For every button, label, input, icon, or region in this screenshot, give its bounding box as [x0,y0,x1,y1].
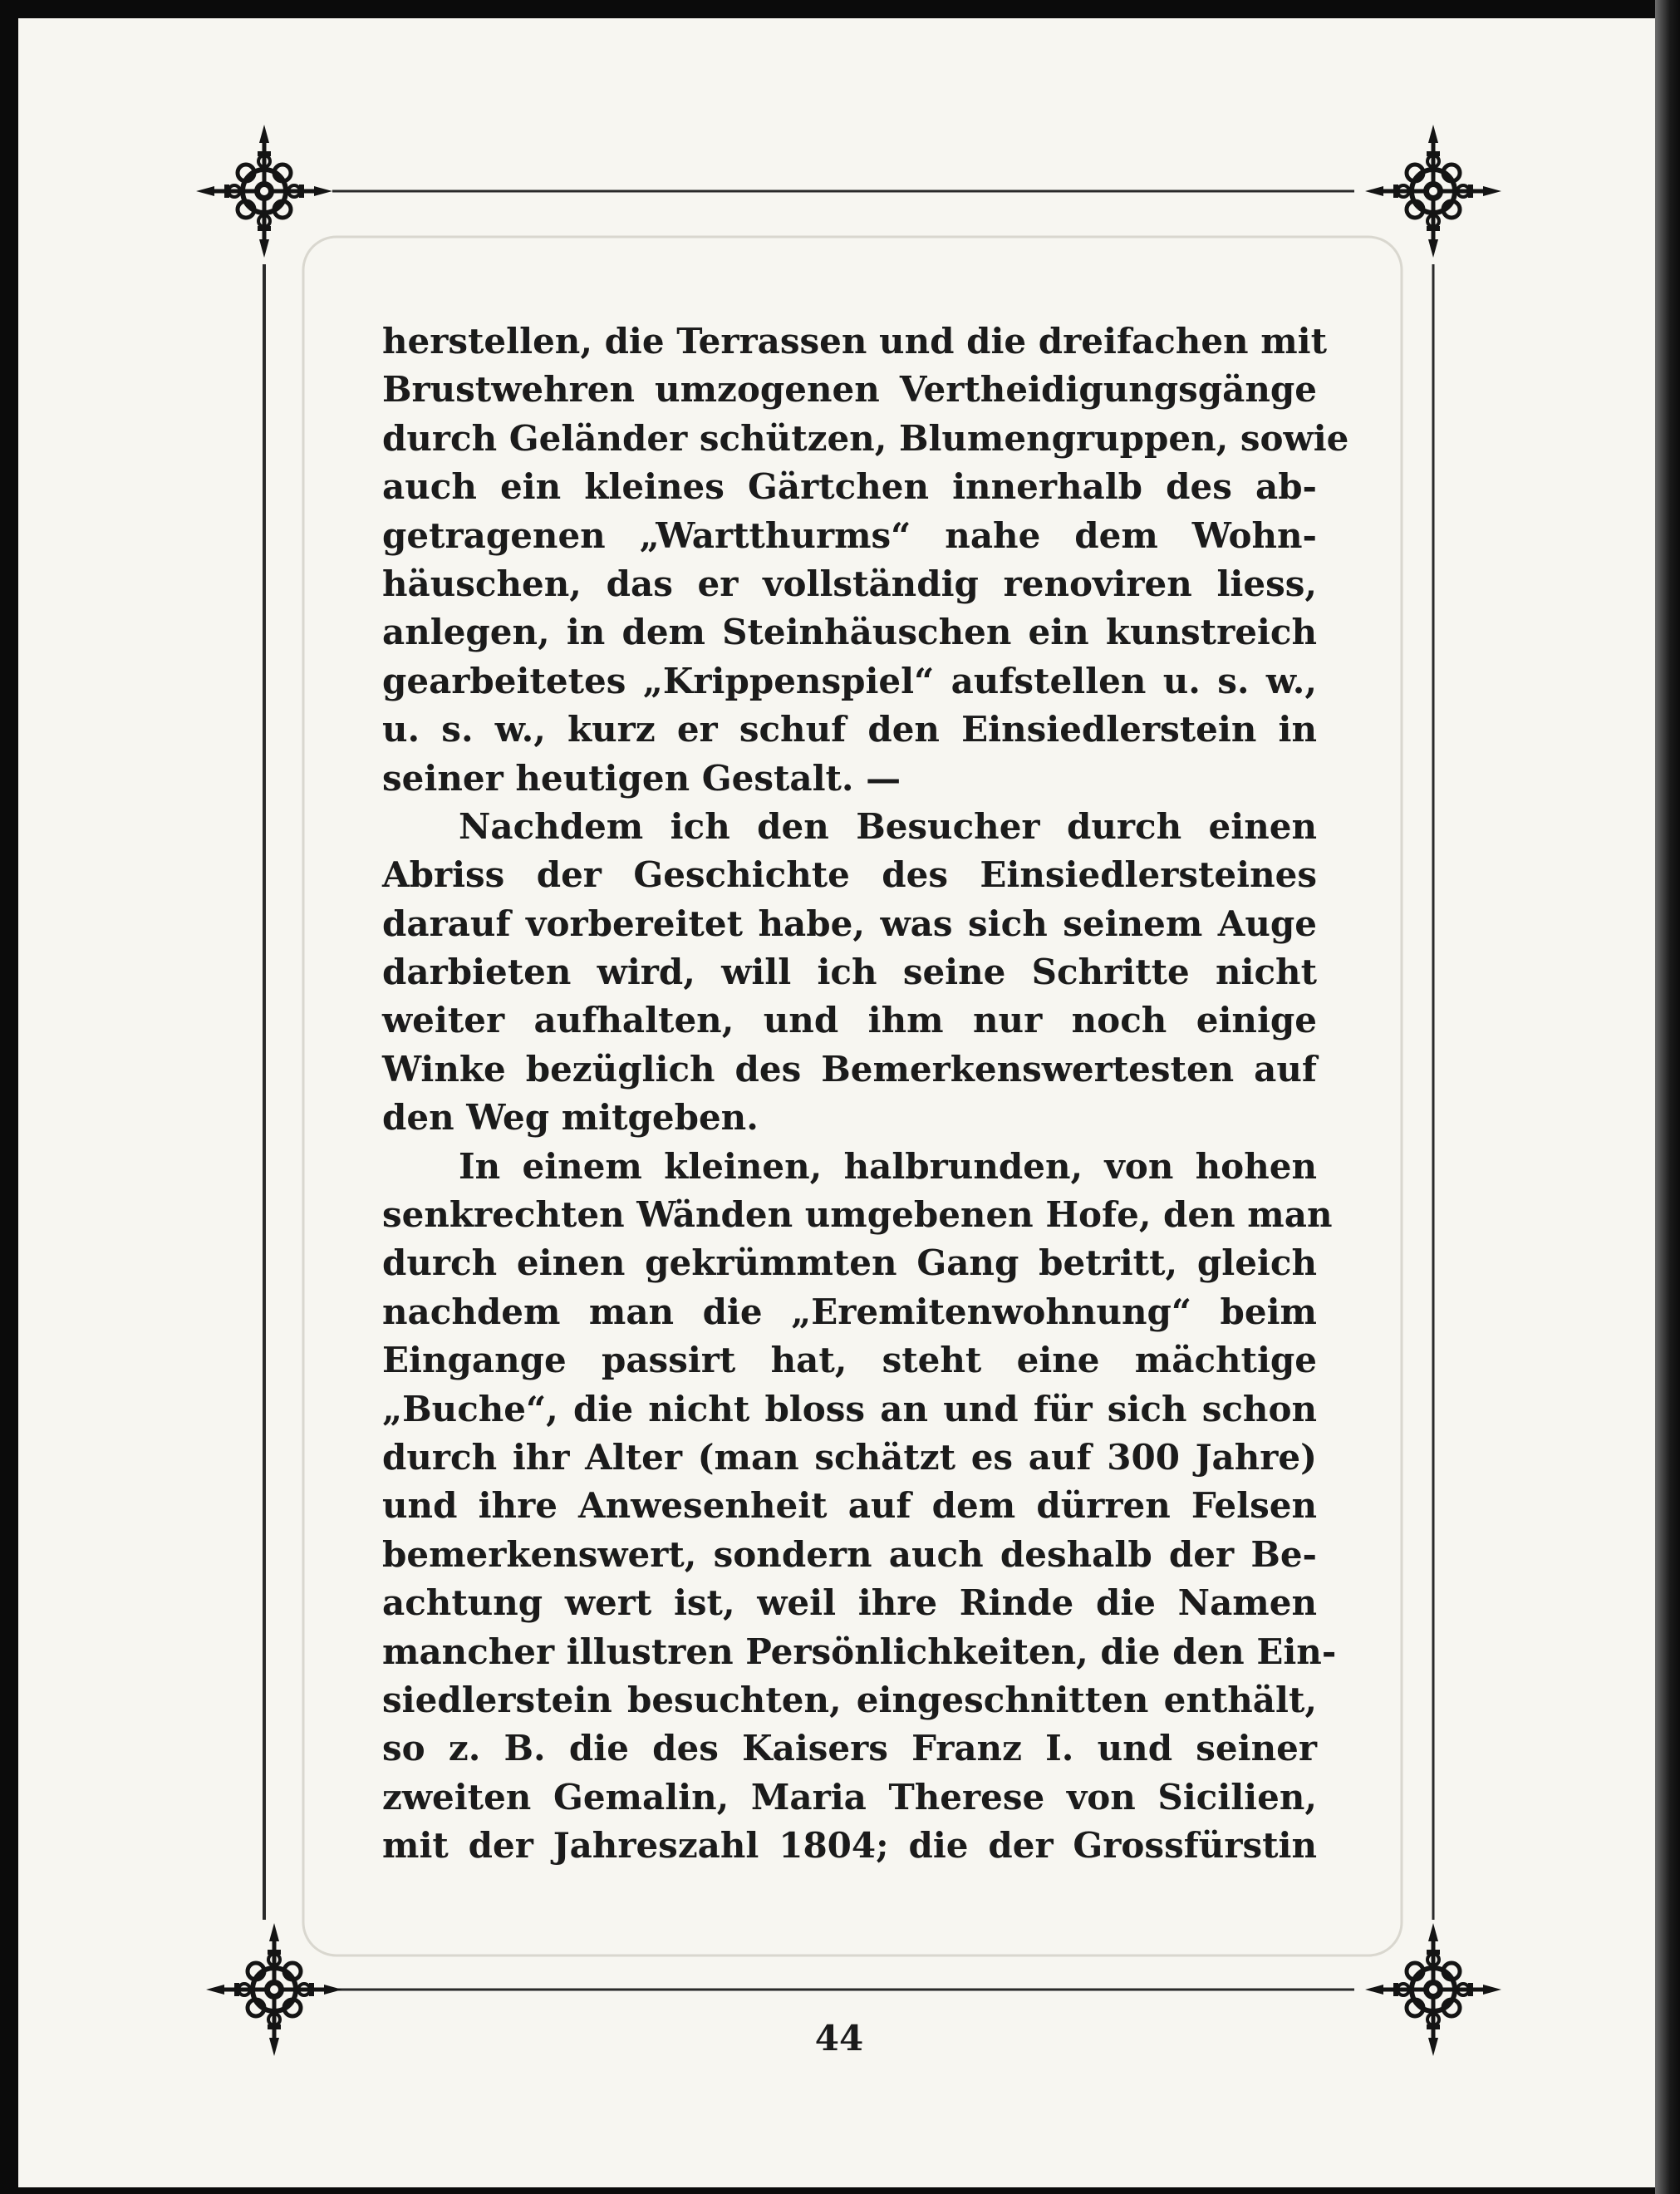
page-number: 44 [814,2018,864,2059]
text-line: anlegen, in dem Steinhäuschen ein kunstreich [382,612,1317,653]
text-line: durch ihr Alter (man schätzt es auf 300 Jahre) [382,1436,1317,1478]
text-line: „Buche“, die nicht bloss an und für sich schon [382,1388,1317,1429]
text-line: zweiten Gemalin, Maria Therese von Sicilien, [382,1776,1317,1818]
corner-ornament-icon [1365,125,1501,258]
text-line: Nachdem ich den Besucher durch einen [459,805,1317,847]
text-line: Brustwehren umzogenen Vertheidigungsgänge [382,369,1317,411]
text-line: gearbeitetes „Krippenspiel“ aufstellen u. s. w., [382,660,1317,701]
text-line: durch einen gekrümmten Gang betritt, gleich [382,1242,1317,1284]
text-line: In einem kleinen, halbrunden, von hohen [459,1145,1317,1187]
text-line: senkrechten Wänden umgebenen Hofe, den man [382,1194,1333,1236]
text-line: mancher illustren Persönlichkeiten, die den Ein- [382,1631,1337,1672]
body-text [382,317,1349,1871]
text-line: siedlerstein besuchten, eingeschnitten enthält, [382,1679,1317,1720]
text-line: Eingange passirt hat, steht eine mächtige [382,1340,1317,1381]
text-line: durch Geländer schützen, Blumengruppen, sowie [382,417,1349,459]
text-line: achtung wert ist, weil ihre Rinde die Namen [382,1582,1317,1624]
text-line: auch ein kleines Gärtchen innerhalb des ab- [382,466,1317,508]
corner-ornament-icon [206,1923,342,2056]
text-line: den Weg mitgeben. [382,1097,759,1139]
text-line: seiner heutigen Gestalt. — [382,757,901,799]
corner-ornament-icon [196,125,332,258]
text-line: mit der Jahreszahl 1804; die der Grossfürstin [382,1825,1317,1867]
text-line: Abriss der Geschichte des Einsiedlersteines [382,854,1317,896]
text-line: und ihre Anwesenheit auf dem dürren Felsen [382,1485,1317,1527]
corner-ornament-icon [1365,1923,1501,2056]
text-line: Winke bezüglich des Bemerkenswertesten auf [382,1048,1317,1090]
text-line: häuschen, das er vollständig renoviren liess, [382,563,1317,604]
text-line: u. s. w., kurz er schuf den Einsiedlerstein in [382,709,1317,750]
text-line: bemerkenswert, sondern auch deshalb der Be- [382,1533,1317,1575]
text-line: weiter aufhalten, und ihm nur noch einige [382,1000,1317,1041]
text-line: so z. B. die des Kaisers Franz I. und seiner [382,1728,1317,1769]
text-line: darauf vorbereitet habe, was sich seinem Auge [382,903,1317,944]
text-line: nachdem man die „Eremitenwohnung“ beim [382,1291,1317,1332]
text-line: getragenen „Wartthurms“ nahe dem Wohn- [382,514,1317,556]
text-line: darbieten wird, will ich seine Schritte nicht [382,952,1317,993]
text-line: herstellen, die Terrassen und die dreifachen mit [382,321,1327,362]
